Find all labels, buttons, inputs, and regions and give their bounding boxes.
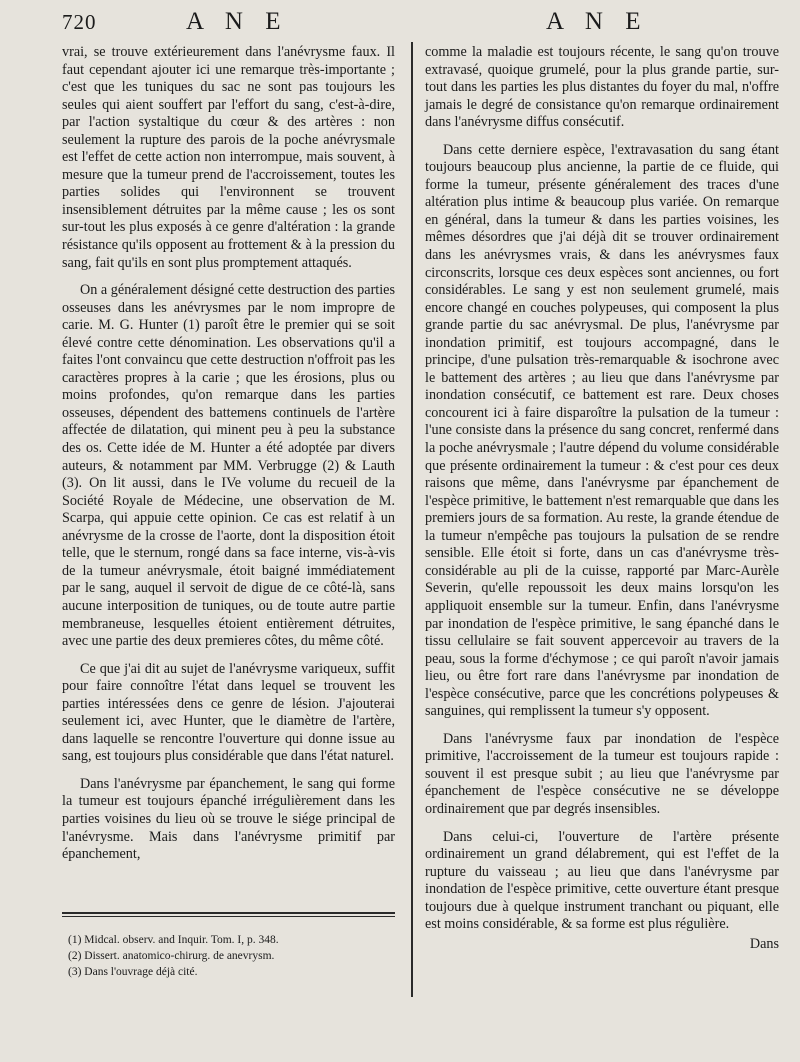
footnote-rule bbox=[62, 912, 395, 914]
column-divider bbox=[411, 42, 413, 997]
paragraph: Dans celui-ci, l'ouverture de l'artère présente ordinairement un grand délabrement, qui est l'effet de la rupture du vaisseau ; au lieu que dans l'anévrysme par inondation de l'espèce primitive, cette ouverture étant presque toujours due à quelque instrument tranchant ou piquant, elle est moins considérable, & sa forme est plus régulière. bbox=[425, 828, 779, 933]
paragraph: Ce que j'ai dit au sujet de l'anévrysme variqueux, suffit pour faire connoître l'état dans lequel se trouvent les parties intéressées dens ce genre de lésion. J'ajouterai seulement ici, avec Hunter, que le diamètre de l'artère, dans laquelle se rencontre l'ouverture qui donne issue au sang, est toujours plus considérable que dans l'état naturel. bbox=[62, 660, 395, 765]
footnote: (2) Dissert. anatomico-chirurg. de anevrysm. bbox=[68, 950, 275, 962]
footnote: (1) Midcal. observ. and Inquir. Tom. I, p. 348. bbox=[68, 934, 279, 946]
footnote-rule-thin bbox=[62, 916, 395, 917]
catchword: Dans bbox=[749, 935, 779, 952]
left-column bbox=[62, 44, 395, 864]
paragraph: On a généralement désigné cette destruction des parties osseuses dans les anévrysmes par le nom impropre de carie. M. G. Hunter (1) paroît être le premier qui se soit élevé contre cette dénomination. Les observations qu'il a faites l'ont convaincu que cette destruction n'offroit pas les caractères propres à la carie ; que les érosions, plus ou moins profondes, qu'on remarque dans les parties osseuses, dépendent des battemens continuels de l'artère affectée de dilatation, qui minent peu à peu la substance des os. Cette idée de M. Hunter a été adoptée par divers auteurs, & notamment par MM. Verbrugge (2) & Lauth (3). On lit aussi, dans le IVe volume du recueil de la Société Royale de Médecine, une observation de M. Scarpa, qui appuie cette opinion. Ce cas est relatif à un anévrysme de la crosse de l'aorte, dont la disposition étoit telle, que le sternum, rongé dans sa face interne, vis-à-vis de la tumeur anévrysmale, étoit baigné immédiatement par le sang, auquel il servoit de digue de ce côté-là, sans aucune interposition de tuniques, ou de toute autre partie membraneuse, lesquelles étoient entièrement détruites, avec une partie des deux premieres côtes, du même côté. bbox=[62, 282, 395, 650]
paragraph: Dans cette derniere espèce, l'extravasation du sang étant toujours beaucoup plus ancienne, la partie de ce fluide, qui forme la tumeur, présente généralement des traces d'une altération plus intime & beaucoup plus variée. On remarque en général, dans la tumeur & dans les parties voisines, les mêmes désordres que j'ai déjà dit se trouver ordinairement dans les anévrysmes vrais, & dans les anévrysmes faux circonscrits, lorsque ces deux espèces sont anciennes, ou fort considérables. Le sang y est non seulement grumelé, mais encore changé en couches polypeuses, qui composent la plus grande partie du sac anévrysmal. De plus, l'anévrysme par inondation primitif, est toujours accompagné, dans le principe, d'une pulsation très-remarquable & isochrone avec le battement des artères ; au lieu que dans l'anévrysme par inondation consécutif, ce battement est rare. Deux choses concourent ici à faire disparoître la pulsation de la tumeur : l'une consiste dans la présence du sang concret, renfermé dans la poche anévrysmale ; l'autre dépend du volume considérable que présente ordinairement la tumeur : & c'est pour ces deux raisons que même, dans l'anévrysme par épanchement de l'espèce primitive, le battement n'est remarquable que dans les premiers jours de sa formation. Au reste, la grande étendue de la tumeur n'empêche pas toujours la pulsation de se rendre sensible. Elle étoit si forte, dans un cas d'anévrysme très-considérable au pli de la cuisse, rapporté par Marc-Aurèle Severin, qu'elle repoussoit les deux mains lorsqu'on les appliquoit ensemble sur la tumeur. Enfin, dans l'anévrysme par inondation de l'espèce primitive, le sang épanché dans le tissu cellulaire se fait souvent appercevoir au travers de la peau, sous la forme d'échymose ; ce qui paroît n'avoir jamais lieu, ou être fort rare dans l'anévrysme par inondation de l'espèce consécutive, parce que les concrétions polypeuses & sanguines, qui remplissent la tumeur s'y opposent. bbox=[425, 141, 779, 720]
footnotes bbox=[68, 932, 398, 980]
page-header bbox=[0, 8, 800, 40]
paragraph: Dans l'anévrysme par épanchement, le sang qui forme la tumeur est toujours épanché irrégulièrement dans les parties voisines du lieu où se trouve le siége principal de l'anévrysme. Mais dans l'anévrysme primitif par épanchement, bbox=[62, 775, 395, 863]
paragraph: Dans l'anévrysme faux par inondation de l'espèce primitive, l'accroissement de la tumeur est toujours rapide : souvent il est presque subit ; au lieu que l'anévrysme par épanchement de l'espèce consécutive ne se développe ordinairement que par degrés insensibles. bbox=[425, 730, 779, 817]
footnote: (3) Dans l'ouvrage déjà cité. bbox=[68, 966, 198, 978]
right-column bbox=[425, 44, 779, 953]
running-head-left: A N E bbox=[186, 8, 289, 35]
paragraph: comme la maladie est toujours récente, le sang qu'on trouve extravasé, quoique grumelé, pour la plus grande partie, sur-tout dans les parties les plus distantes du foyer du mal, n'offre jamais le degré de consistance qu'on remarque ordinairement dans l'anévrysme diffus consécutif. bbox=[425, 44, 779, 131]
paragraph: vrai, se trouve extérieurement dans l'anévrysme faux. Il faut cependant ajouter ici une remarque très-importante ; c'est que les tuniques du sac ne sont pas toujours les seules qui aient souffert par l'effort du sang, c'est-à-dire, par l'action systaltique du cœur & des artères : non seulement la rupture des parois de la poche anévrysmale est l'effet de cette action non interrompue, mais souvent, à mesure que la tumeur prend de l'accroissement, toutes les parties solides qui l'environnent se trouvent insensiblement détruites par la même cause ; les os sont sur-tout les plus exposés à ce genre d'altération : la grande résistance qu'ils opposent au frottement & à la pression du sang, fait qu'ils en sont plus promptement attaqués. bbox=[62, 44, 395, 271]
running-head-right: A N E bbox=[546, 8, 649, 35]
page-number: 720 bbox=[62, 10, 97, 34]
